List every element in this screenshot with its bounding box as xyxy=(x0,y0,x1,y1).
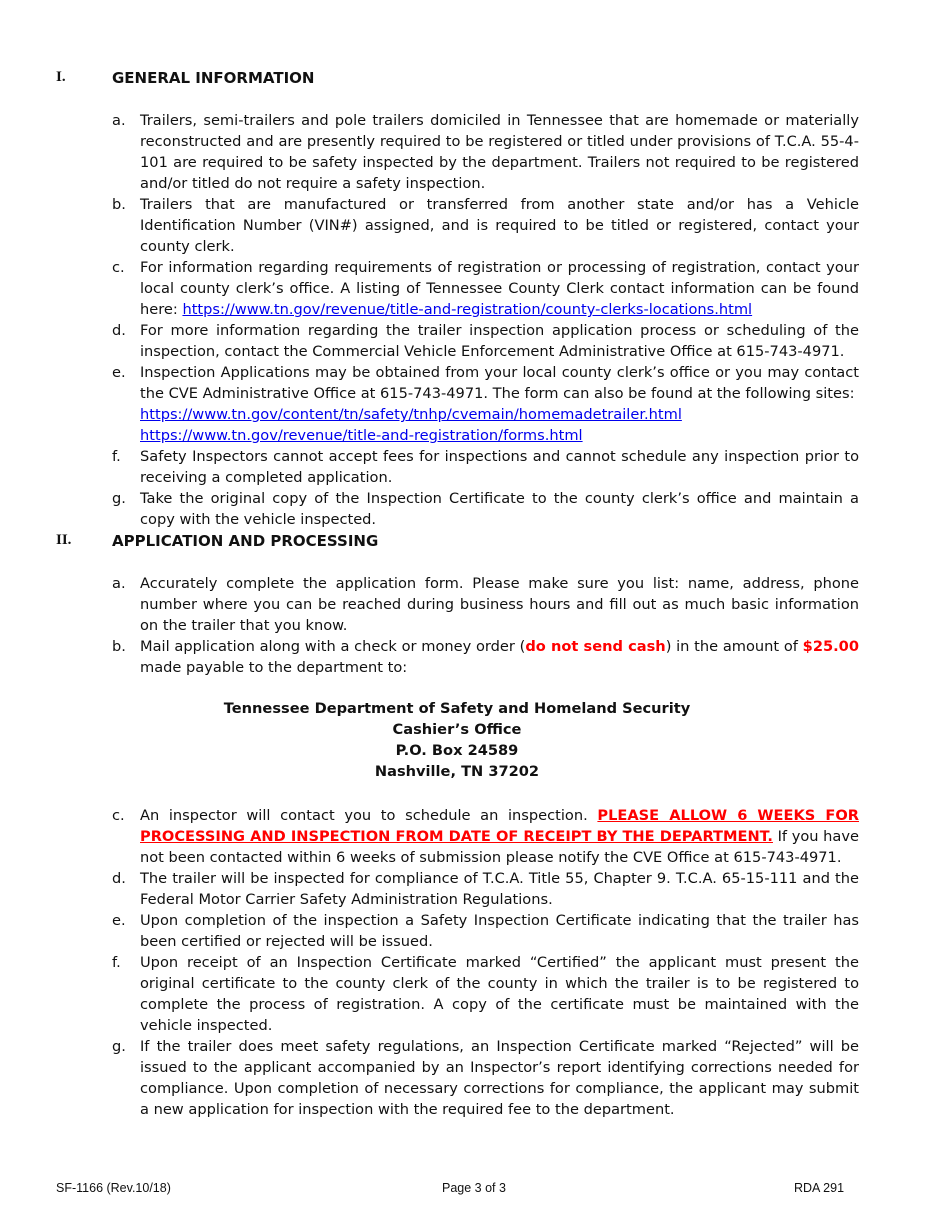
item-letter: g. xyxy=(112,490,126,507)
item-text: For more information regarding the trailer inspection application process or scheduling of the inspection, contact the Commercial Vehicle Enforcement Administrative Office at 615-743-4971. xyxy=(140,322,859,360)
section-1-title: GENERAL INFORMATION xyxy=(112,69,315,87)
address-line-2: Cashier’s Office xyxy=(392,721,522,738)
homemade-trailer-link[interactable]: https://www.tn.gov/content/tn/safety/tnhp/cvemain/homemadetrailer.html xyxy=(140,406,682,423)
section-2-number: II. xyxy=(56,532,72,548)
item-text: Inspection Applications may be obtained from your local county clerk’s office or you may contact the CVE Administrative Office at 615-743-4971. The form can also be found at the following sites: xyxy=(140,364,859,402)
forms-link[interactable]: https://www.tn.gov/revenue/title-and-registration/forms.html xyxy=(140,427,583,444)
item-letter: b. xyxy=(112,196,126,213)
list-item xyxy=(112,446,859,488)
item-text: Trailers, semi-trailers and pole trailers domiciled in Tennessee that are homemade or materially reconstructed and are presently required to be registered or titled under provisions of T.C.A. 55-4-101 are required to be safety inspected by the department. Trailers not required to be registered and/or titled do not require a safety inspection. xyxy=(140,112,859,192)
section-1-list xyxy=(112,110,859,530)
item-letter: e. xyxy=(112,364,126,381)
item-text: An inspector will contact you to schedule an inspection. xyxy=(140,807,598,824)
item-text: Mail application along with a check or money order ( xyxy=(140,638,526,655)
list-item xyxy=(112,1036,859,1120)
list-item xyxy=(112,110,859,194)
item-letter: a. xyxy=(112,575,126,592)
list-item xyxy=(112,868,859,910)
list-item xyxy=(112,573,859,636)
processing-time-notice: PLEASE ALLOW 6 WEEKS FOR PROCESSING AND INSPECTION FROM DATE OF RECEIPT BY THE DEPARTMENT. xyxy=(140,807,859,845)
item-letter: a. xyxy=(112,112,126,129)
item-letter: f. xyxy=(112,954,121,971)
item-letter: d. xyxy=(112,870,126,887)
item-text: If you have not been contacted within 6 weeks of submission please notify the CVE Office at 615-743-4971. xyxy=(140,828,859,866)
item-text: If the trailer does meet safety regulations, an Inspection Certificate marked “Rejected” will be issued to the applicant accompanied by an Inspector’s report identifying corrections needed for compliance. Upon completion of necessary corrections for compliance, the applicant may submit a new application for inspection with the required fee to the department. xyxy=(140,1038,859,1118)
item-text: Trailers that are manufactured or transferred from another state and/or has a Vehicle Identification Number (VIN#) assigned, and is required to be titled or registered, contact your county clerk. xyxy=(140,196,859,255)
rda-number: RDA 291 xyxy=(794,1181,845,1195)
item-text: Safety Inspectors cannot accept fees for inspections and cannot schedule any inspection prior to receiving a completed application. xyxy=(140,448,859,486)
item-letter: e. xyxy=(112,912,126,929)
item-text: Take the original copy of the Inspection Certificate to the county clerk’s office and maintain a copy with the vehicle inspected. xyxy=(140,490,859,528)
list-item xyxy=(112,488,859,530)
item-letter: g. xyxy=(112,1038,126,1055)
list-item xyxy=(112,362,859,446)
list-item xyxy=(112,910,859,952)
item-text: made payable to the department to: xyxy=(140,659,408,676)
list-item xyxy=(112,636,859,678)
list-item xyxy=(112,805,859,868)
list-item xyxy=(112,194,859,257)
list-item xyxy=(112,320,859,362)
item-text: The trailer will be inspected for compliance of T.C.A. Title 55, Chapter 9. T.C.A. 65-15-111 and the Federal Motor Carrier Safety Administration Regulations. xyxy=(140,870,859,908)
list-item xyxy=(112,257,859,320)
county-clerks-link[interactable]: https://www.tn.gov/revenue/title-and-registration/county-clerks-locations.html xyxy=(182,301,753,318)
section-2-title: APPLICATION AND PROCESSING xyxy=(112,532,379,550)
mailing-address xyxy=(112,698,802,782)
item-letter: d. xyxy=(112,322,126,339)
item-text: Upon receipt of an Inspection Certificate marked “Certified” the applicant must present the original certificate to the county clerk of the county in which the trailer is to be registered to complete the process of registration. A copy of the certificate must be maintained with the vehicle inspected. xyxy=(140,954,859,1034)
item-letter: f. xyxy=(112,448,121,465)
item-letter: c. xyxy=(112,807,125,824)
fee-amount: $25.00 xyxy=(802,638,859,655)
address-line-4: Nashville, TN 37202 xyxy=(374,763,540,780)
item-text: Upon completion of the inspection a Safety Inspection Certificate indicating that the trailer has been certified or rejected will be issued. xyxy=(140,912,859,950)
address-line-3: P.O. Box 24589 xyxy=(395,742,519,759)
page-number: Page 3 of 3 xyxy=(442,1181,506,1195)
no-cash-warning: do not send cash xyxy=(525,638,666,655)
item-text: ) in the amount of xyxy=(665,638,803,655)
address-line-1: Tennessee Department of Safety and Homeland Security xyxy=(223,700,691,717)
section-1-number: I. xyxy=(56,69,66,85)
item-text: Accurately complete the application form. Please make sure you list: name, address, phone number where you can be reached during business hours and fill out as much basic information on the trailer that you know. xyxy=(140,575,859,634)
form-number: SF-1166 (Rev.10/18) xyxy=(56,1181,171,1195)
item-text: For information regarding requirements of registration or processing of registration, contact your local county clerk’s office. A listing of Tennessee County Clerk contact information can be found here: xyxy=(140,259,859,318)
item-letter: c. xyxy=(112,259,125,276)
list-item xyxy=(112,952,859,1036)
item-letter: b. xyxy=(112,638,126,655)
section-2-list-top xyxy=(112,573,859,678)
section-2-list-bottom xyxy=(112,805,859,1120)
